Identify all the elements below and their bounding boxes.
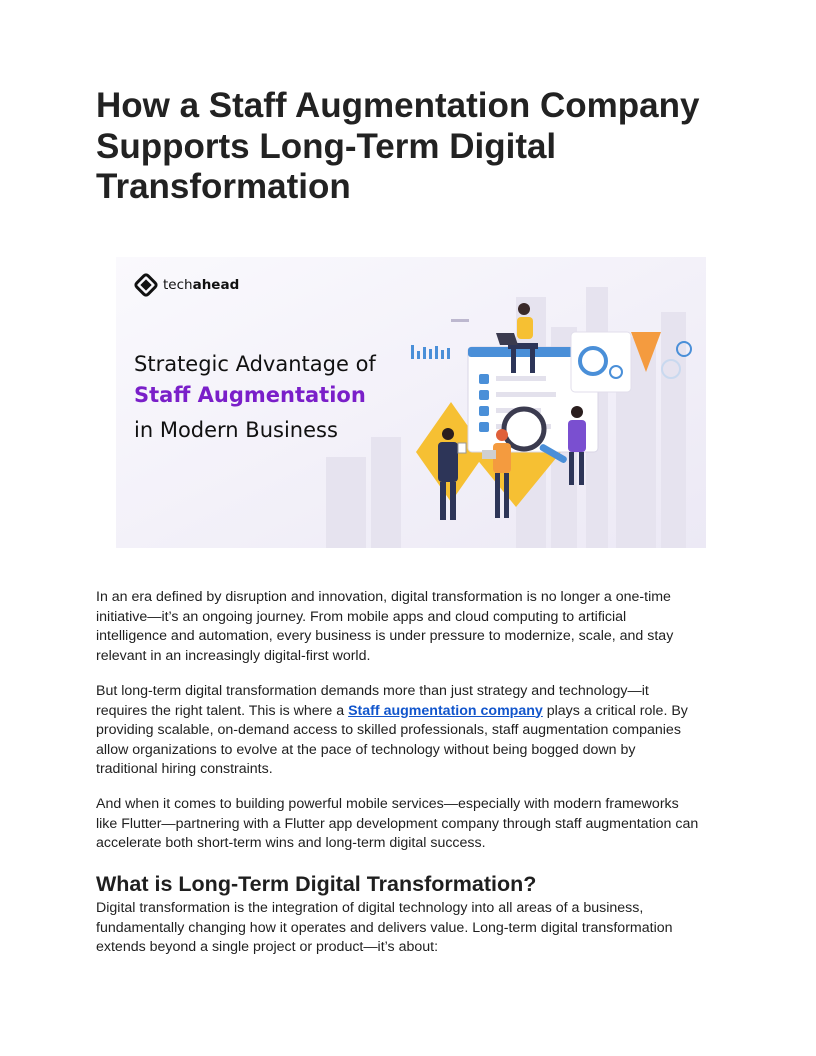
section-heading: What is Long-Term Digital Transformation? [96, 872, 537, 896]
paragraph-line: relevant in an increasingly digital-first world. [96, 647, 371, 664]
title-line: Supports Long-Term Digital [96, 126, 557, 166]
paragraph-line: And when it comes to building powerful mobile services—especially with modern frameworks [96, 796, 679, 812]
paragraph-flutter [96, 795, 720, 854]
paragraph-text: requires the right talent. This is where a [96, 702, 349, 719]
brand-wordmark: techahead [163, 277, 240, 293]
staff-augmentation-link[interactable]: Staff augmentation company [348, 702, 543, 719]
paragraph-line: fundamentally changing how it operates and delivers value. Long-term digital transformation [96, 919, 673, 936]
paragraph-intro [96, 588, 720, 666]
title-line: Transformation [96, 167, 351, 206]
paragraph-line: extends beyond a single project or product—it’s about: [96, 939, 439, 955]
paragraph-line: allow organizations to evolve at the pace of technology without being bogged down by [96, 741, 636, 758]
banner-illustration [116, 257, 706, 548]
paragraph-line: Digital transformation is the integration of digital technology into all areas of a business, [96, 900, 644, 916]
paragraph-line-with-link [96, 702, 720, 722]
paragraph-text: plays a critical role. By [542, 702, 688, 719]
banner-headline-line3: in Modern Business [134, 418, 338, 442]
paragraph-line: accelerate both short-term wins and long-term digital success. [96, 835, 486, 851]
hero-banner-image [116, 257, 706, 548]
paragraph-line: like Flutter—partnering with a Flutter app development company through staff augmentation can [96, 815, 699, 832]
paragraph-line: In an era defined by disruption and innovation, digital transformation is no longer a one-time [96, 589, 671, 605]
paragraph-definition [96, 899, 720, 958]
paragraph-talent [96, 682, 720, 780]
paragraph-line: intelligence and automation, every business is under pressure to modernize, scale, and stay [96, 628, 674, 644]
paragraph-line: traditional hiring constraints. [96, 761, 273, 777]
paragraph-line: providing scalable, on-demand access to skilled professionals, staff augmentation companies [96, 722, 681, 738]
paragraph-line: But long-term digital transformation demands more than just strategy and technology—it [96, 683, 649, 699]
title-line: How a Staff Augmentation Company [96, 86, 700, 125]
banner-headline-line2: Staff Augmentation [134, 383, 366, 407]
banner-headline-line1: Strategic Advantage of [134, 352, 376, 376]
paragraph-line: initiative—it’s an ongoing journey. From mobile apps and cloud computing to artificial [96, 608, 627, 625]
page-title [96, 86, 720, 208]
